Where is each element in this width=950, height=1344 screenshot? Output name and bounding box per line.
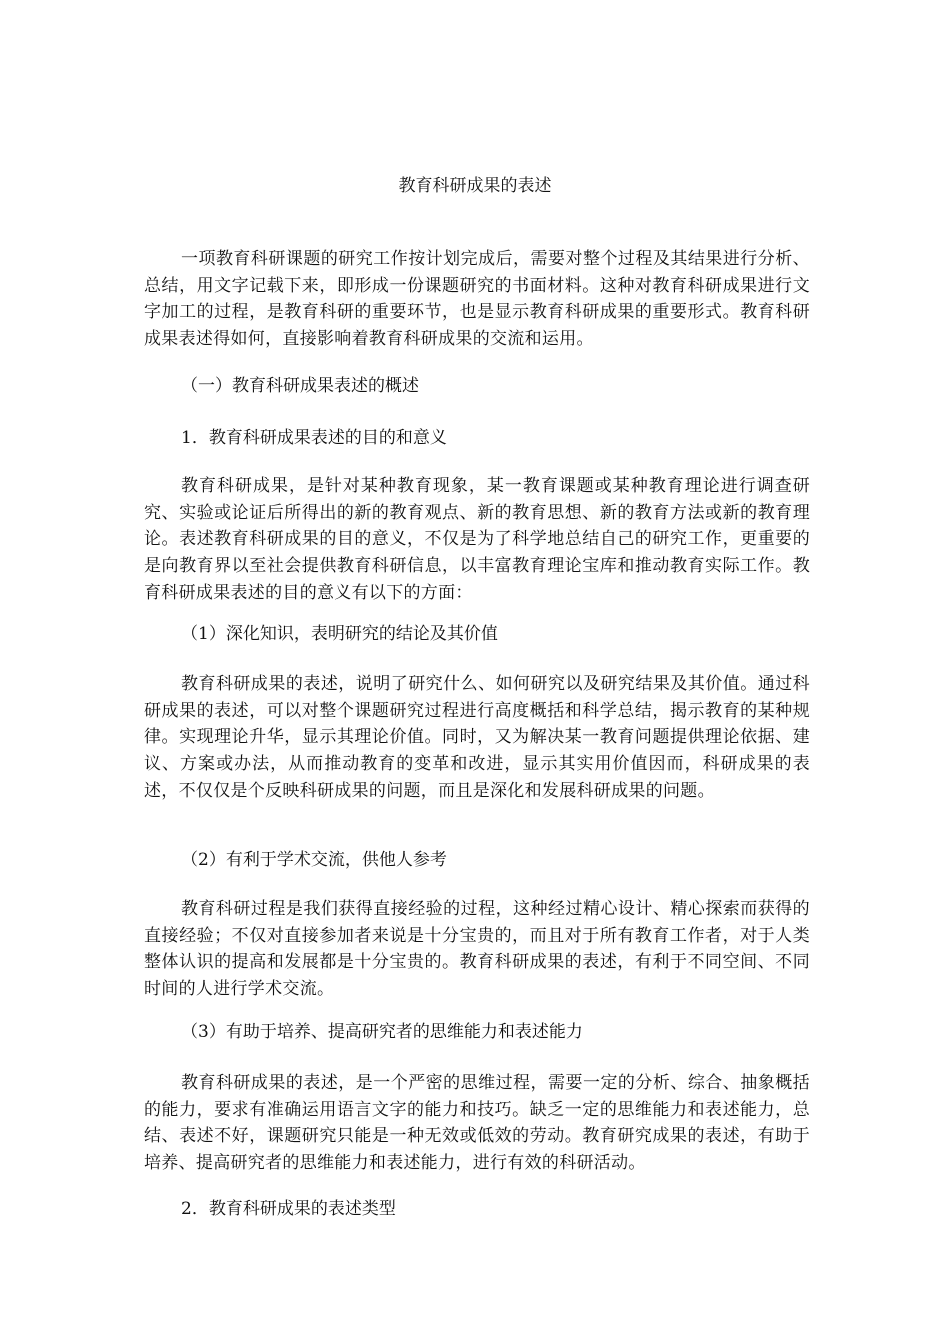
section1-heading: （一）教育科研成果表述的概述 xyxy=(181,376,419,396)
subsection1-paragraph: 教育科研成果，是针对某种教育现象，某一教育课题或某种教育理论进行调查研究、实验或论证后所得出的新的教育观点、新的教育思想、新的教育方法或新的教育理论。表述教育科研成果的目的意义，不仅是为了科学地总结自己的研究工作，更重要的是向教育界以至社会提供教育科研信息，以丰富教育理论宝库和推动教育实际工作。教育科研成果表述的目的意义有以下的方面： xyxy=(144,476,810,603)
point1-paragraph: 教育科研成果的表述，说明了研究什么、如何研究以及研究结果及其价值。通过科研成果的表述，可以对整个课题研究过程进行高度概括和科学总结，揭示教育的某种规律。实现理论升华，显示其理论价值。同时，又为解决某一教育问题提供理论依据、建议、方案或办法，从而推动教育的变革和改进，显示其实用价值因而，科研成果的表述，不仅仅是个反映科研成果的问题，而且是深化和发展科研成果的问题。 xyxy=(144,674,810,801)
subsection2-heading: 2．教育科研成果的表述类型 xyxy=(181,1199,396,1219)
point3-paragraph: 教育科研成果的表述，是一个严密的思维过程，需要一定的分析、综合、抽象概括的能力，要求有准确运用语言文字的能力和技巧。缺乏一定的思维能力和表述能力，总结、表述不好，课题研究只能是一种无效或低效的劳动。教育研究成果的表述，有助于培养、提高研究者的思维能力和表述能力，进行有效的科研活动。 xyxy=(144,1073,810,1174)
point3-heading: （3）有助于培养、提高研究者的思维能力和表述能力 xyxy=(181,1022,583,1042)
document-title: 教育科研成果的表述 xyxy=(398,176,552,196)
point2-paragraph: 教育科研过程是我们获得直接经验的过程，这种经过精心设计、精心探索而获得的直接经验；不仅对直接参加者来说是十分宝贵的，而且对于所有教育工作者，对于人类整体认识的提高和发展都是十分宝贵的。教育科研成果的表述，有利于不同空间、不同时间的人进行学术交流。 xyxy=(144,899,810,1000)
subsection1-heading: 1．教育科研成果表述的目的和意义 xyxy=(181,428,447,448)
point2-heading: （2）有利于学术交流，供他人参考 xyxy=(181,850,447,870)
point1-heading: （1）深化知识，表明研究的结论及其价值 xyxy=(181,624,498,644)
intro-paragraph: 一项教育科研课题的研究工作按计划完成后，需要对整个过程及其结果进行分析、总结，用文字记载下来，即形成一份课题研究的书面材料。这种对教育科研成果进行文字加工的过程，是教育科研的重要环节，也是显示教育科研成果的重要形式。教育科研成果表述得如何，直接影响着教育科研成果的交流和运用。 xyxy=(144,249,810,350)
